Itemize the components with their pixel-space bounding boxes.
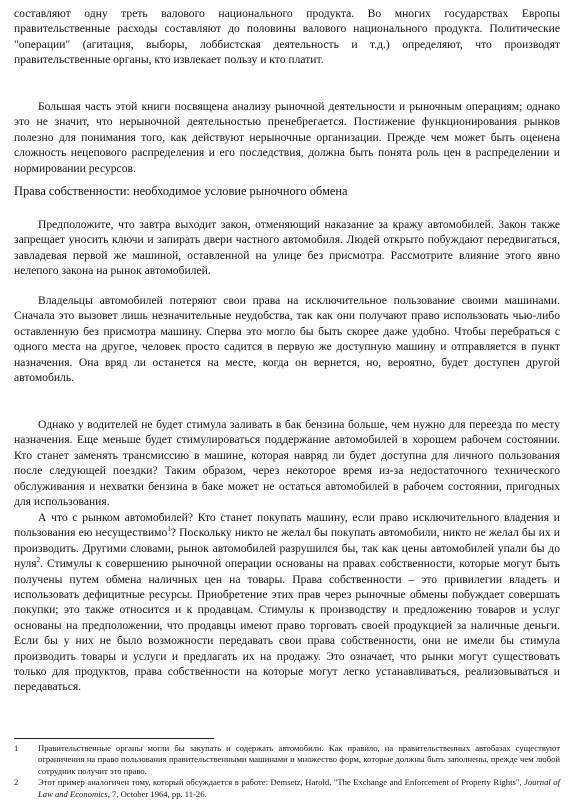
footnote-citation: Этот пример аналогичен тому, который обсуждается в работе: Demsetz, Harold, "The Exchange and Enforcement of Property Rights", [38,777,522,788]
paragraph-no-incentive: Однако у водителей не будет стимула заливать в бак бензина больше, чем нужно для переезда по месту назначения. Еще меньше будет стимулироваться поддержание автомобилей в хорошем рабочем состоянии. Кто станет заменять трансмиссию в машине, которая навряд ли будет доступна для личного пользования после следующей поездки? Таким образом, через некоторое время из-за недостаточного технического обслуживания и нехватки бензина в баке может не остаться автомобилей в рабочем состоянии, пригодных для использования. [14,418,560,509]
footnote-text [38,777,560,800]
section-heading: Права собственности: необходимое условие рыночного обмена [14,184,348,198]
paragraph-car-market-part-b: ? Поскольку никто не желал бы покупать автомобили, никто не желал бы их и производить. Другими словами, рынок автомобилей разрушился бы, так как цены автомобилей упали бы до нуля [14,526,561,571]
footnote-citation-end: , 7, October 1964, pp. 11-26. [107,788,207,799]
paragraph-hypothetical-law: Предположите, что завтра выходит закон, отменяющий наказание за кражу автомобилей. Закон также запрещает уносить ключи и запирать двери частного автомобиля. Людей открыто побуждают передвигаться, завладевая первой же машиной, оставленной на улице без присмотра. Рассмотрите влияние этого явно нелепого закона на рынок автомобилей. [14,218,560,278]
footnote-ref-1: 1 [167,525,171,534]
paragraph-continued: составляют одну треть валового национального продукта. Во многих государствах Европы правительственные расходы составляют до половины валового национального продукта. Политические "операции" (агитация, выборы, лоббистская деятельность и т.д.) определяют, что производят правительственные органы, кто извлекает пользу и кто платит. [14,7,560,67]
paragraph-owners-lose-rights: Владельцы автомобилей потеряют свои права на исключительное пользование своими машинами. Сначала это вызовет лишь незначительные неудобства, так как они получают право использовать чью-либо оставленную без присмотра машину. Сперва это могло бы быть скорее даже удобно. Чтобы перебраться с одного места на другое, человек просто садится в первую же доступную машину и отправляется в пункт назначения. Она вряд ли останется на месте, когда он вернется, но, вероятно, будет доступен другой автомобиль. [14,294,560,385]
footnote-text: Правительственные органы могли бы закупать и содержать автомобили. Как правило, на правительственных автобазах существуют ограничения на право пользования правительственными машинами и множество форм, которые должны быть заполнены, прежде чем любой сотрудник получит это право. [38,743,560,776]
footnotes [14,743,560,800]
paragraph-book-scope: Большая часть этой книги посвящена анализу рыночной деятельности и рыночным операциям; однако это не значит, что нерыночной деятельностью пренебрегается. Постижение функционирования рынков полезно для понимания того, как действуют нерыночные организации. Прежде чем может быть оценена сложность нецепового распределения и его последствия, должна быть понята роль цен в распределении и нормировании ресурсов. [14,100,560,175]
footnote-separator [14,738,214,739]
paragraph-car-market-part-c: . Стимулы к совершению рыночной операции основаны на правах собственности, которые могут быть получены путем обмена наличных цен на товары. Права собственности – это привилегии владеть и использовать дефицитные ресурсы. Приобретение этих прав через рыночные обмены побуждает совершать покупки; это также относится и к продавцам. Стимулы к производству и предложению товаров и услуг основаны на предположении, что продавцы имеют право торговать своей продукцией за наличные деньги. Если бы у них не было возможности передавать свои права собственности, они не имели бы стимула производить товары и услуги и предлагать их на продажу. Это означает, что рынки могут существовать только для продуктов, права собственности на которые могут легко устанавливаться, реализовываться и передаваться. [14,557,560,694]
footnote-ref-2: 2 [36,556,41,565]
footnote-number: 2 [14,777,19,788]
paragraph-car-market [14,510,560,695]
journal-title: Journal of Law and Economics [38,777,560,799]
footnote-1 [14,743,560,777]
footnote-2 [14,777,560,800]
paragraph-car-market-part-a: А что с рынком автомобилей? Кто станет покупать машину, если право исключительного владения и пользования ею несуществимо [14,511,560,540]
footnote-number: 1 [14,743,19,753]
